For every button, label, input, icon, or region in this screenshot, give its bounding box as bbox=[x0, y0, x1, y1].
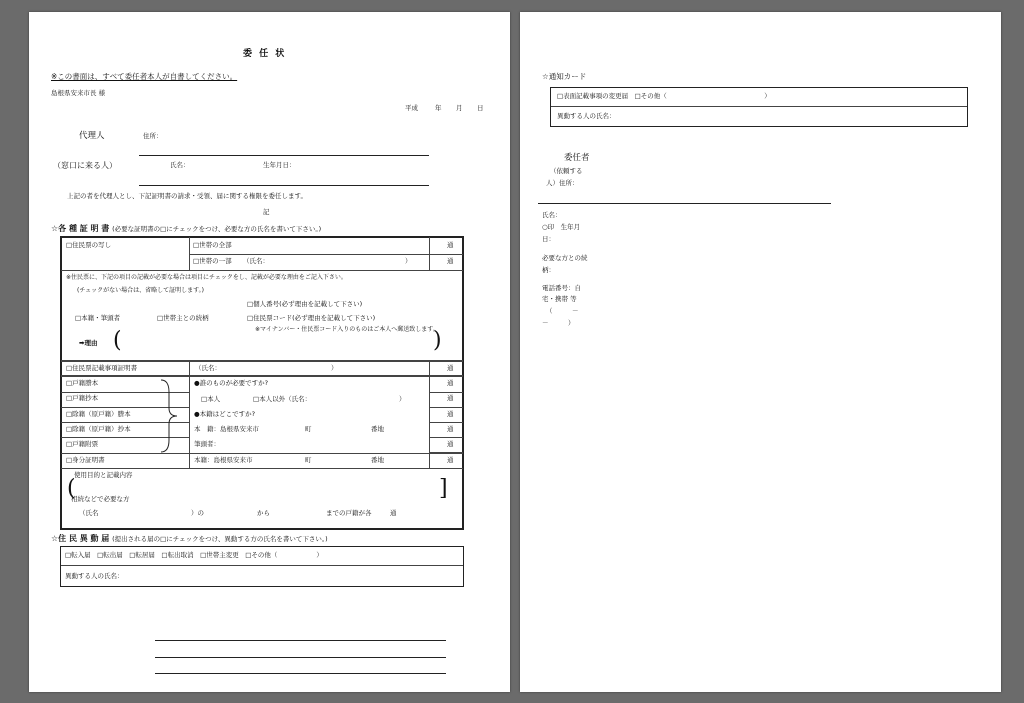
inin-label: 委任者 bbox=[564, 153, 590, 163]
tsu-label: 通 bbox=[447, 440, 454, 448]
date-day: 日 bbox=[477, 104, 484, 112]
honnin-igai-option[interactable]: □本人以外（氏名： bbox=[253, 395, 312, 403]
honseki-line: 本 籍：島根県安来市 bbox=[194, 425, 259, 433]
kisai-name-label: （氏名： bbox=[195, 364, 221, 372]
agent-name-label: 氏名： bbox=[170, 161, 190, 169]
cert-heading: ☆各 種 証 明 書 (必要な証明書の□にチェックをつけ、必要な方の氏名を書いて下さい。) bbox=[51, 224, 322, 233]
document-page-1: 委 任 状 ※この書面は、すべて委任者本人が自書してください。 島根県安来市長 様 平成 年 月 日 代理人 住所： （窓口に来る人） 氏名： 生年月日： 上記の者を代理人とし、下記証明書の請求・受領、届に関する権限を委任します。 記 ☆各 種 証 明 書 (必要な証明書の□にチェックをつけ、必要な方の氏名を書いて下さい。) □住民票の写し □世帯の全部 通 □世帯の一部 （氏名： ） 通 ※住民票に、下記の項目の記載が必要な場合は項目にチェックをし、記載が必要な理由をご記入下さい。 (チェックがない場合は、省略して証明します。) □個人番号(必ず理由を記載して下さい) □本籍・筆頭者 □世帯主との続柄 □住民票コード(必ず理由を記載して下さい) ※マイナンバー・住民票コード入りのものはご本人へ郵送致します。 ➡理由 ( ) □住民票記載事項証明書 （氏名： ） 通 □戸籍謄本 □戸籍抄本 □除籍（原戸籍）謄本 □除籍（原戸籍）抄本 □戸籍附票 通 通 通 通 通 ●誰のものが必要ですか? □本人 □本人以外（氏名： ） ●本籍はどこですか? 本 籍：島根県安来市 町 番地 筆頭者： □身分証明書 本籍：島根県安来市 町 番地 通 使用目的と記載内容 ( ] 相続などで必要な方 （氏名 ）の から までの戸籍が各 通 ☆住 民 異 動 届 (提出される届の□にチェックをつけ、異動する方の氏名を書いて下さい。) □転入届 □転出届 □転居届 □転出取消 □世帯主変更 □その他（ ） 異動する人の氏名： bbox=[29, 12, 510, 692]
joseki-shohon-option[interactable]: □除籍（原戸籍）抄本 bbox=[66, 425, 131, 433]
jumin-copy-option[interactable]: □住民票の写し bbox=[66, 241, 112, 249]
phone-1: 電話番号：自 bbox=[542, 284, 581, 292]
name-line bbox=[139, 185, 429, 186]
inin-birth-1: ○印 生年月 bbox=[542, 223, 581, 231]
sozoku-name-label: （氏名 bbox=[79, 509, 99, 517]
sozoku-made: までの戸籍が各 bbox=[326, 509, 372, 517]
setai-all-option[interactable]: □世帯の全部 bbox=[193, 241, 232, 249]
koseki-fuhyo-option[interactable]: □戸籍附票 bbox=[66, 440, 99, 448]
honseki-option[interactable]: □本籍・筆頭者 bbox=[75, 314, 121, 322]
phone-2: 宅・携帯 等 bbox=[542, 295, 577, 303]
tsu-label: 通 bbox=[390, 509, 397, 517]
ki-label: 記 bbox=[263, 208, 270, 216]
inin-name-label: 氏名： bbox=[542, 211, 562, 219]
machi-label: 町 bbox=[305, 425, 312, 433]
where-question: ●本籍はどこですか? bbox=[194, 410, 256, 418]
relation-2: 柄： bbox=[542, 266, 555, 274]
sozoku-kara: から bbox=[257, 509, 270, 517]
relation-1: 必要な方との続 bbox=[542, 254, 588, 262]
notif-options[interactable]: □表面記載事項の変更届 □その他（ ） bbox=[557, 92, 771, 100]
setai-part-name-label: （氏名： bbox=[243, 257, 269, 265]
ido-person-label: 異動する人の氏名： bbox=[65, 572, 124, 580]
koseki-brace bbox=[157, 378, 179, 454]
purpose-label: 使用目的と記載内容 bbox=[74, 471, 133, 479]
inin-sub-1: （依頼する bbox=[550, 167, 583, 175]
sozoku-no: ）の bbox=[191, 509, 204, 517]
setainushi-option[interactable]: □世帯主との続柄 bbox=[157, 314, 209, 322]
ido-options[interactable]: □転入届 □転出届 □転居届 □転出取消 □世帯主変更 □その他（ ） bbox=[65, 551, 323, 559]
date-month: 月 bbox=[456, 104, 463, 112]
notif-person-label: 異動する人の氏名： bbox=[557, 112, 616, 120]
koseki-shohon-option[interactable]: □戸籍抄本 bbox=[66, 394, 99, 402]
agent-address-label: 住所： bbox=[143, 132, 163, 140]
phone-3: （ － bbox=[546, 307, 579, 315]
tsu-label: 通 bbox=[447, 364, 454, 372]
joseki-tohon-option[interactable]: □除籍（原戸籍）謄本 bbox=[66, 410, 131, 418]
hittosha-label: 筆頭者： bbox=[194, 440, 220, 448]
mibun-option[interactable]: □身分証明書 bbox=[66, 456, 105, 464]
inin-birth-2: 日： bbox=[542, 235, 555, 243]
mynumber-note: ※マイナンバー・住民票コード入りのものはご本人へ郵送致します。 bbox=[255, 326, 439, 333]
jumin-note-2: (チェックがない場合は、省略して証明します。) bbox=[77, 287, 205, 294]
setai-part-option[interactable]: □世帯の一部 bbox=[193, 257, 232, 265]
address-line bbox=[139, 155, 429, 156]
agent-birth-label: 生年月日： bbox=[263, 161, 296, 169]
tsu-label: 通 bbox=[447, 241, 454, 249]
tsu-label: 通 bbox=[447, 425, 454, 433]
banchi-label: 番地 bbox=[371, 425, 384, 433]
inin-sub-2: 人）住所： bbox=[546, 179, 579, 187]
close-paren: ） bbox=[405, 257, 412, 265]
phone-4: － ） bbox=[542, 319, 575, 327]
addressee: 島根県安来市長 様 bbox=[51, 89, 106, 97]
document-page-2 bbox=[520, 12, 1001, 692]
date-year: 年 bbox=[435, 104, 442, 112]
notice-text: ※この書面は、すべて委任者本人が自書してください。 bbox=[51, 72, 238, 81]
whose-question: ●誰のものが必要ですか? bbox=[194, 379, 269, 387]
kojin-bango-option[interactable]: □個人番号(必ず理由を記載して下さい) bbox=[247, 300, 363, 308]
delegation-text: 上記の者を代理人とし、下記証明書の請求・受領、届に関する権限を委任します。 bbox=[67, 192, 307, 200]
close-paren: ） bbox=[331, 364, 338, 372]
agent-label: 代理人 bbox=[79, 131, 105, 141]
close-paren: ） bbox=[399, 395, 406, 403]
kisai-cert-option[interactable]: □住民票記載事項証明書 bbox=[66, 364, 138, 372]
agent-sublabel: （窓口に来る人） bbox=[53, 161, 117, 170]
juminhyo-code-option[interactable]: □住民票コード(必ず理由を記載して下さい) bbox=[247, 314, 376, 322]
koseki-tohon-option[interactable]: □戸籍謄本 bbox=[66, 379, 99, 387]
page-title: 委 任 状 bbox=[243, 49, 287, 59]
banchi-label: 番地 bbox=[371, 456, 384, 464]
machi-label: 町 bbox=[305, 456, 312, 464]
reason-label: ➡理由 bbox=[79, 339, 98, 347]
date-era: 平成 bbox=[405, 104, 418, 112]
honnin-option[interactable]: □本人 bbox=[201, 395, 221, 403]
tsu-label: 通 bbox=[447, 410, 454, 418]
mibun-honseki: 本籍：島根県安来市 bbox=[194, 456, 253, 464]
tsu-label: 通 bbox=[447, 456, 454, 464]
sozoku-label: 相続などで必要な方 bbox=[71, 495, 130, 503]
tsu-label: 通 bbox=[447, 379, 454, 387]
notif-heading: ☆通知カード bbox=[542, 72, 587, 81]
tsu-label: 通 bbox=[447, 257, 454, 265]
ido-heading: ☆住 民 異 動 届 (提出される届の□にチェックをつけ、異動する方の氏名を書いて下さい。) bbox=[51, 534, 328, 543]
tsu-label: 通 bbox=[447, 394, 454, 402]
jumin-note-1: ※住民票に、下記の項目の記載が必要な場合は項目にチェックをし、記載が必要な理由をご記入下さい。 bbox=[66, 274, 347, 281]
